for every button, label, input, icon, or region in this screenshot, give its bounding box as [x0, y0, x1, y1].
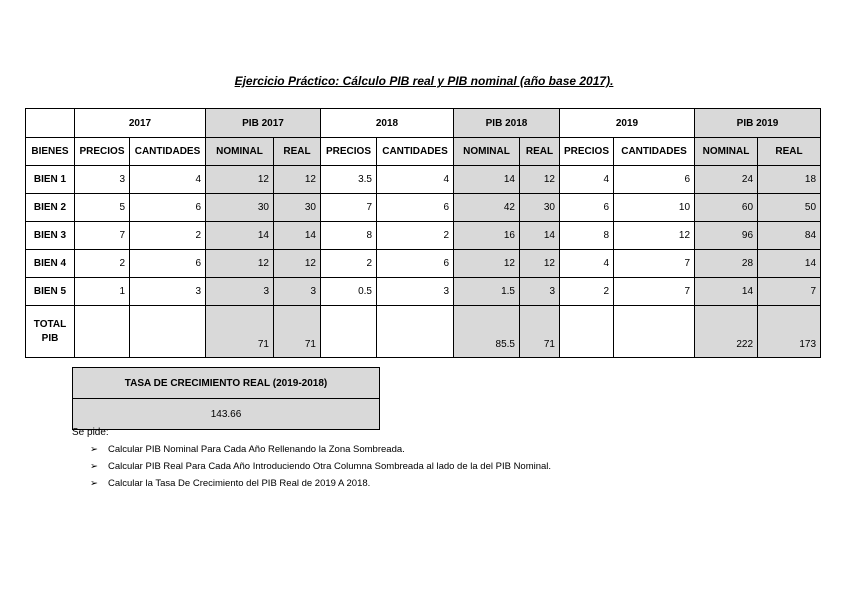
table-cell: 2	[75, 250, 130, 278]
table-cell: 7	[321, 194, 377, 222]
column-header: REAL	[520, 138, 560, 166]
column-header: REAL	[758, 138, 821, 166]
table-cell: 4	[560, 250, 614, 278]
row-label: BIEN 5	[26, 278, 75, 306]
table-cell: 6	[614, 166, 695, 194]
table-cell: 12	[206, 250, 274, 278]
table-cell: 4	[377, 166, 454, 194]
empty-cell	[614, 306, 695, 358]
table-cell: 14	[695, 278, 758, 306]
table-cell: 3	[75, 166, 130, 194]
table-cell: 14	[454, 166, 520, 194]
total-label	[26, 306, 75, 358]
column-header: NOMINAL	[206, 138, 274, 166]
table-cell: 12	[520, 250, 560, 278]
table-cell: 2	[560, 278, 614, 306]
column-header-row	[26, 138, 821, 166]
se-pide-label: Se pide:	[72, 427, 109, 438]
row-label: BIEN 4	[26, 250, 75, 278]
table-cell: 3.5	[321, 166, 377, 194]
table-cell: 30	[520, 194, 560, 222]
table-cell: 30	[274, 194, 321, 222]
table-cell: 24	[695, 166, 758, 194]
group-header-2018: 2018	[321, 109, 454, 138]
table-cell: 2	[321, 250, 377, 278]
total-real-2019: 173	[758, 306, 821, 358]
empty-header-cell	[26, 109, 75, 138]
row-label: BIEN 2	[26, 194, 75, 222]
table-cell: 16	[454, 222, 520, 250]
tasa-table	[72, 367, 380, 430]
table-row	[26, 278, 821, 306]
table-cell: 4	[560, 166, 614, 194]
table-cell: 96	[695, 222, 758, 250]
table-cell: 6	[130, 250, 206, 278]
total-real-2017: 71	[274, 306, 321, 358]
table-cell: 8	[560, 222, 614, 250]
table-cell: 7	[614, 250, 695, 278]
table-cell: 60	[695, 194, 758, 222]
column-header: PRECIOS	[321, 138, 377, 166]
table-cell: 2	[130, 222, 206, 250]
empty-cell	[75, 306, 130, 358]
table-cell: 5	[75, 194, 130, 222]
pib-table	[25, 108, 821, 358]
column-header: CANTIDADES	[377, 138, 454, 166]
empty-cell	[130, 306, 206, 358]
total-label-line2: PIB	[41, 332, 59, 344]
table-cell: 6	[560, 194, 614, 222]
group-header-pib-2019: PIB 2019	[695, 109, 821, 138]
data-rows	[26, 166, 821, 306]
total-nominal-2018: 85.5	[454, 306, 520, 358]
empty-cell	[377, 306, 454, 358]
row-label: BIEN 3	[26, 222, 75, 250]
table-cell: 3	[274, 278, 321, 306]
table-cell: 2	[377, 222, 454, 250]
table-cell: 12	[206, 166, 274, 194]
table-cell: 30	[206, 194, 274, 222]
table-row	[26, 222, 821, 250]
list-item	[90, 458, 551, 475]
column-header: CANTIDADES	[614, 138, 695, 166]
total-real-2018: 71	[520, 306, 560, 358]
group-header-2019: 2019	[560, 109, 695, 138]
table-cell: 18	[758, 166, 821, 194]
group-header-row	[26, 109, 821, 138]
table-cell: 3	[377, 278, 454, 306]
table-cell: 42	[454, 194, 520, 222]
page-title: Ejercicio Práctico: Cálculo PIB real y PIB nominal (año base 2017).	[234, 74, 614, 88]
instruction-text: Calcular PIB Real Para Cada Año Introduciendo Otra Columna Sombreada al lado de la del PIB Nominal.	[108, 461, 552, 472]
table-cell: 14	[520, 222, 560, 250]
arrow-bullet-icon: ➢	[90, 444, 98, 455]
empty-cell	[321, 306, 377, 358]
table-cell: 84	[758, 222, 821, 250]
table-cell: 0.5	[321, 278, 377, 306]
column-header: CANTIDADES	[130, 138, 206, 166]
instruction-text: Calcular PIB Nominal Para Cada Año Rellenando la Zona Sombreada.	[108, 444, 405, 455]
table-cell: 14	[758, 250, 821, 278]
table-cell: 12	[614, 222, 695, 250]
table-cell: 6	[130, 194, 206, 222]
table-cell: 50	[758, 194, 821, 222]
arrow-bullet-icon: ➢	[90, 461, 98, 472]
table-cell: 1.5	[454, 278, 520, 306]
table-cell: 4	[130, 166, 206, 194]
empty-cell	[560, 306, 614, 358]
column-header: BIENES	[26, 138, 75, 166]
column-header: PRECIOS	[560, 138, 614, 166]
table-row	[26, 250, 821, 278]
row-label: BIEN 1	[26, 166, 75, 194]
total-row	[26, 306, 821, 358]
list-item	[90, 441, 551, 458]
total-label-line1: TOTAL	[33, 318, 67, 330]
tasa-header: TASA DE CRECIMIENTO REAL (2019-2018)	[73, 368, 380, 399]
table-cell: 8	[321, 222, 377, 250]
table-cell: 14	[274, 222, 321, 250]
instructions-list	[90, 441, 551, 492]
table-cell: 12	[520, 166, 560, 194]
group-header-2017: 2017	[75, 109, 206, 138]
column-header: NOMINAL	[454, 138, 520, 166]
table-row	[26, 166, 821, 194]
table-cell: 12	[454, 250, 520, 278]
table-cell: 1	[75, 278, 130, 306]
arrow-bullet-icon: ➢	[90, 478, 98, 489]
tasa-value: 143.66	[73, 399, 380, 430]
table-cell: 12	[274, 250, 321, 278]
table-cell: 7	[758, 278, 821, 306]
column-header: NOMINAL	[695, 138, 758, 166]
total-nominal-2017: 71	[206, 306, 274, 358]
table-cell: 3	[206, 278, 274, 306]
table-cell: 6	[377, 194, 454, 222]
total-nominal-2019: 222	[695, 306, 758, 358]
table-cell: 28	[695, 250, 758, 278]
group-header-pib-2018: PIB 2018	[454, 109, 560, 138]
column-header: REAL	[274, 138, 321, 166]
table-cell: 7	[75, 222, 130, 250]
group-header-pib-2017: PIB 2017	[206, 109, 321, 138]
table-cell: 10	[614, 194, 695, 222]
table-cell: 6	[377, 250, 454, 278]
table-cell: 14	[206, 222, 274, 250]
list-item	[90, 475, 551, 492]
table-row	[26, 194, 821, 222]
table-cell: 3	[130, 278, 206, 306]
column-header: PRECIOS	[75, 138, 130, 166]
instruction-text: Calcular la Tasa De Crecimiento del PIB Real de 2019 A 2018.	[108, 478, 371, 489]
table-cell: 3	[520, 278, 560, 306]
table-cell: 12	[274, 166, 321, 194]
table-cell: 7	[614, 278, 695, 306]
